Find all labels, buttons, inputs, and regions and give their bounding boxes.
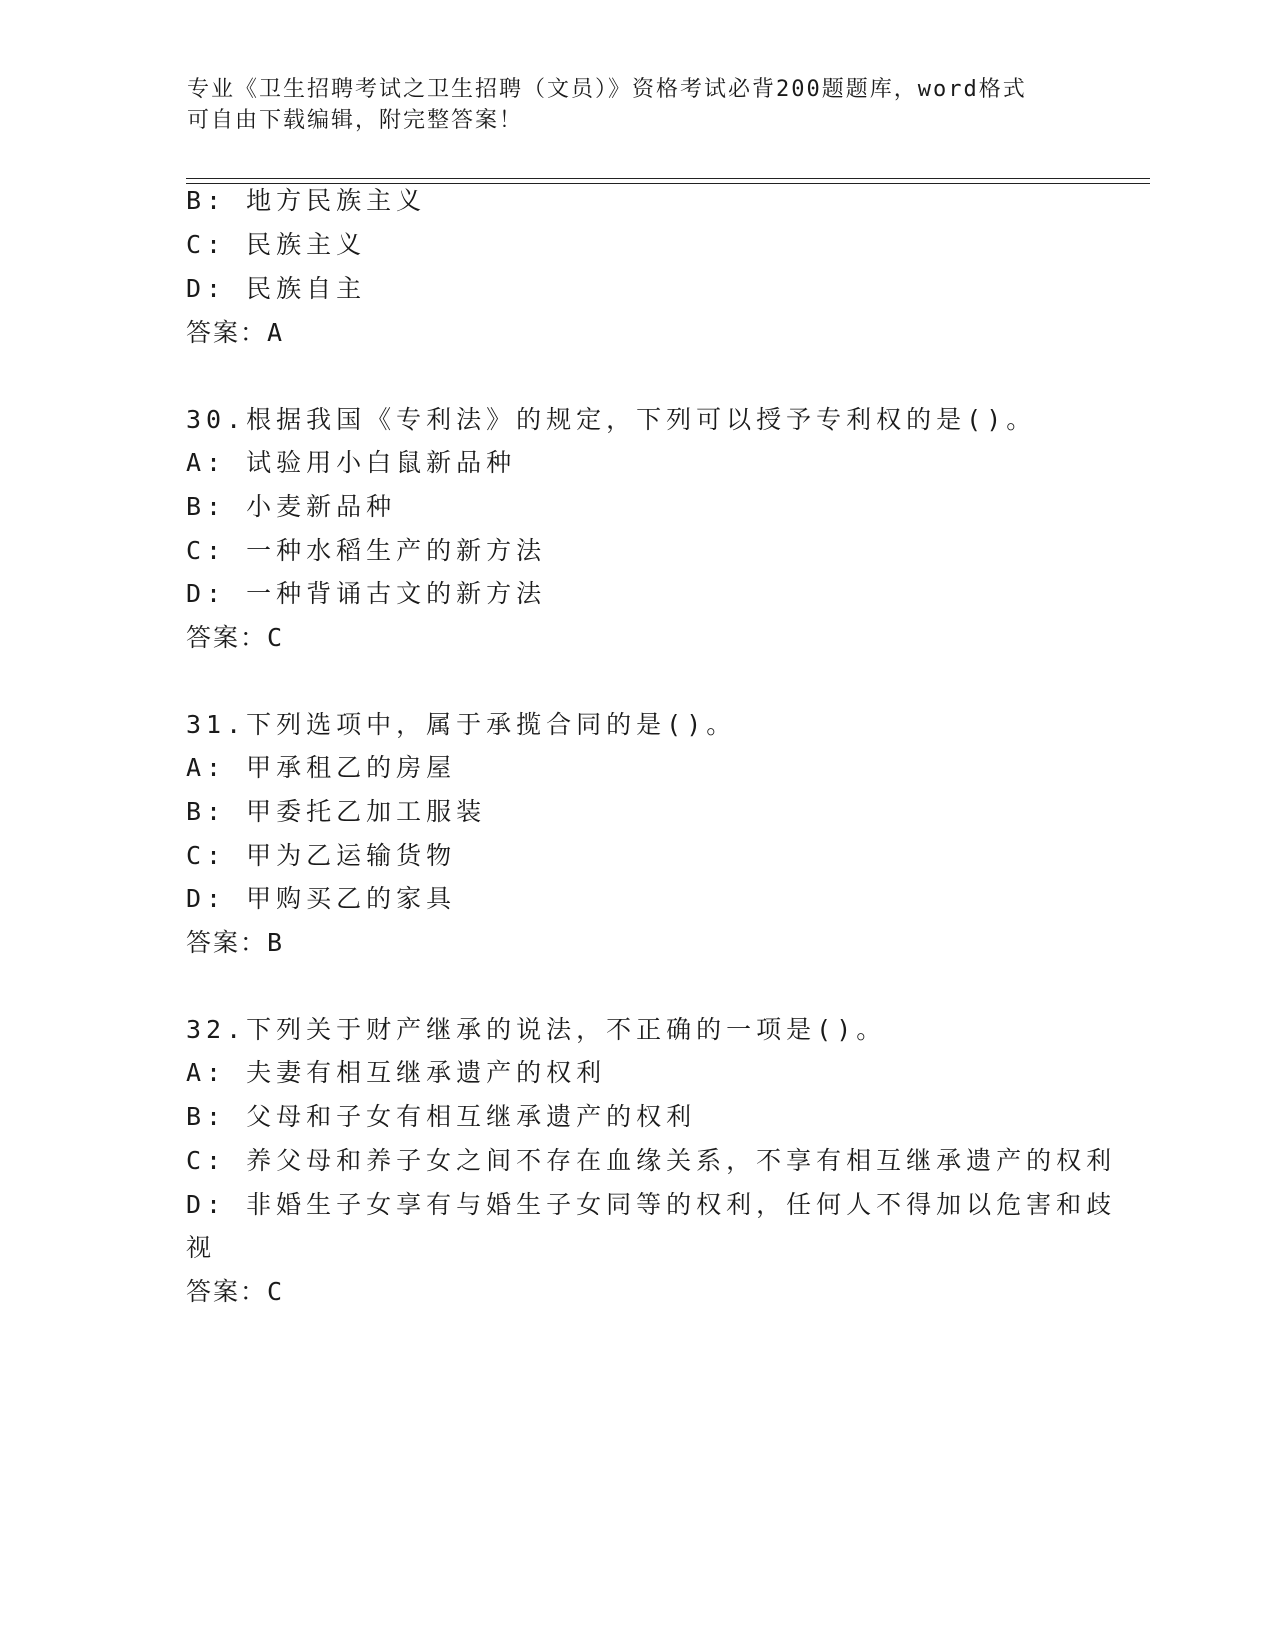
q30-option-d: D: 一种背诵古文的新方法	[186, 579, 547, 608]
q32-answer: 答案：C	[186, 1277, 285, 1306]
header-line-1: 专业《卫生招聘考试之卫生招聘（文员）》资格考试必背200题题库，word格式	[187, 77, 1027, 102]
header-divider-bottom	[186, 183, 1150, 184]
q30-question: 30.根据我国《专利法》的规定，下列可以授予专利权的是()。	[186, 405, 1037, 434]
q31-option-d: D: 甲购买乙的家具	[186, 884, 457, 913]
q30-option-a: A: 试验用小白鼠新品种	[186, 448, 517, 477]
q32-option-d-continued: 视	[186, 1233, 217, 1262]
q32-option-a: A: 夫妻有相互继承遗产的权利	[186, 1058, 607, 1087]
q31-option-b: B: 甲委托乙加工服装	[186, 797, 487, 826]
prev-option-d: D: 民族自主	[186, 274, 367, 303]
prev-answer: 答案：A	[186, 318, 285, 347]
q31-question: 31.下列选项中，属于承揽合同的是()。	[186, 710, 737, 739]
header-line-2: 可自由下载编辑，附完整答案！	[187, 108, 524, 133]
q30-answer: 答案：C	[186, 623, 285, 652]
q32-option-d: D: 非婚生子女享有与婚生子女同等的权利，任何人不得加以危害和歧	[186, 1190, 1117, 1219]
header-divider-top	[186, 178, 1150, 179]
q30-option-c: C: 一种水稻生产的新方法	[186, 536, 547, 565]
q30-option-b: B: 小麦新品种	[186, 492, 397, 521]
q32-question: 32.下列关于财产继承的说法，不正确的一项是()。	[186, 1015, 887, 1044]
prev-option-b: B: 地方民族主义	[186, 186, 427, 215]
prev-option-c: C: 民族主义	[186, 230, 367, 259]
q31-answer: 答案：B	[186, 928, 285, 957]
q32-option-c: C: 养父母和养子女之间不存在血缘关系，不享有相互继承遗产的权利	[186, 1146, 1117, 1175]
q31-option-a: A: 甲承租乙的房屋	[186, 753, 457, 782]
document-header	[187, 74, 1067, 136]
q32-option-b: B: 父母和子女有相互继承遗产的权利	[186, 1102, 697, 1131]
q31-option-c: C: 甲为乙运输货物	[186, 841, 457, 870]
